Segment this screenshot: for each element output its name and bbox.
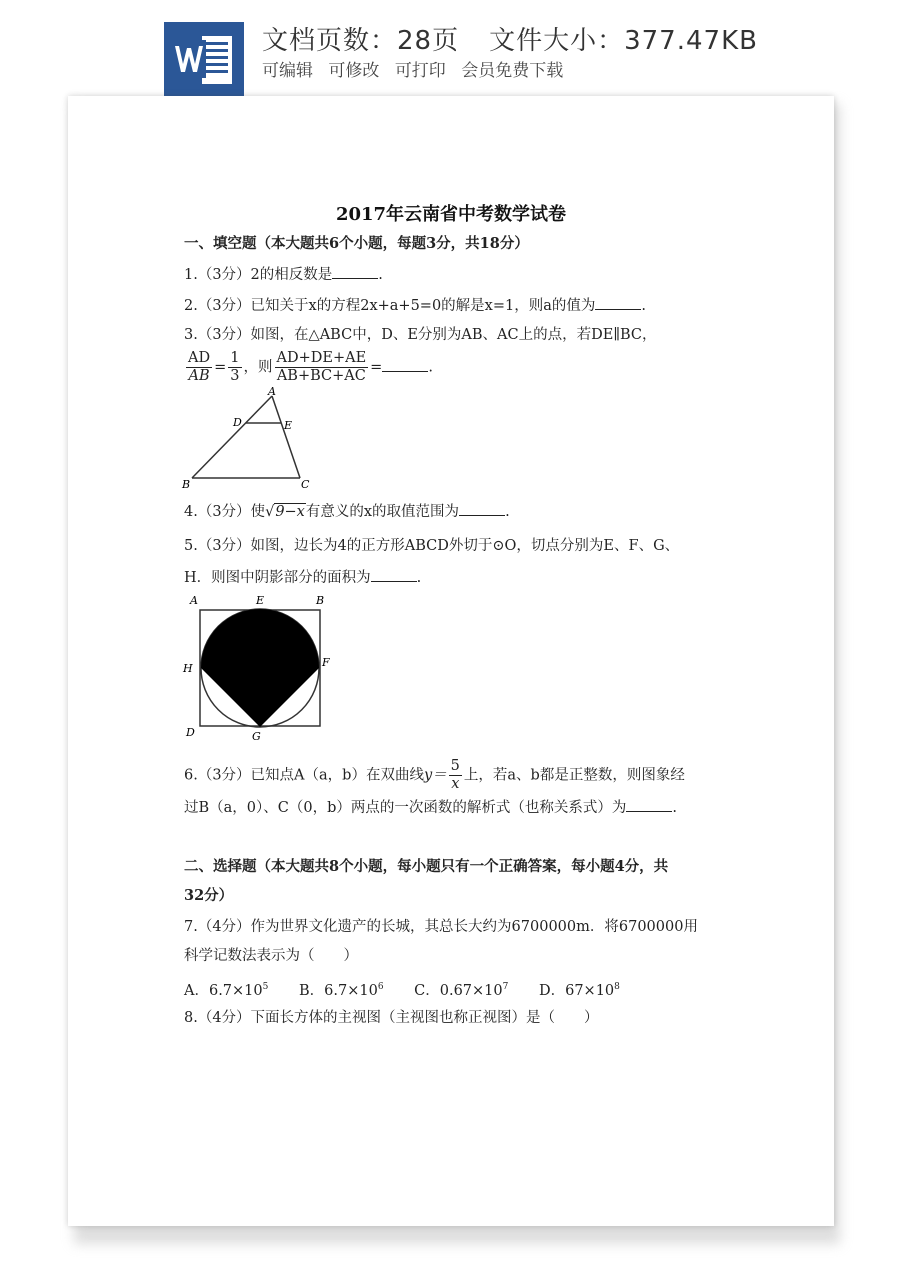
answer-blank [626,797,672,812]
section-heading-1: 一、填空题（本大题共6个小题，每题3分，共18分） [184,235,529,252]
frac-num: AD [188,350,211,366]
feature-editable: 可编辑 [262,61,313,81]
fraction-ad-ab [186,350,212,385]
question-4-text: 4.（3分）使 [184,504,266,520]
question-7-line1: 7.（4分）作为世界文化遗产的长城，其总长大约为6700000m．将6700000用 [184,919,698,935]
option-d-exp: 8 [614,982,620,992]
period: . [428,359,433,376]
frac-den: x [451,776,460,792]
period: . [378,267,383,283]
answer-blank [459,501,505,516]
label-d: D [186,726,195,739]
file-size: 文件大小：377.47KB [489,26,758,56]
question-1 [184,264,383,285]
label-h: H [183,662,193,675]
label-d: D [233,416,242,429]
option-a-label: A．6.7×10 [184,982,263,999]
option-d [539,983,620,999]
frac-num: 5 [450,758,460,774]
option-d-label: D．67×10 [538,982,615,999]
word-document-icon [164,22,244,96]
question-3-line2: $\frac{AD}{AB}$ = $\frac{1}{3}$ ，则 $\frac{AD+DE+AE}{AB+BC+AC}$ = . [188,350,433,384]
answer-blank [332,264,378,279]
option-a [184,983,268,999]
period: . [505,504,510,520]
option-a-exp: 5 [262,982,269,992]
question-2 [184,295,646,316]
question-4: 4.（3分）使√9−x有意义的x的取值范围为 . [184,501,510,522]
question-1-text: 1.（3分）2的相反数是 [184,267,333,283]
question-8: 8.（4分）下面长方体的主视图（主视图也称正视图）是（ ） [184,1010,599,1026]
answer-blank [595,295,641,310]
label-a: A [268,386,276,398]
frac-den: AB [188,368,210,384]
question-2-text: 2.（3分）已知关于x的方程2x+a+5=0的解是x=1，则a的值为 [184,298,596,314]
question-6-line2 [184,797,677,818]
fraction-one-third [228,350,241,385]
question-5-text: H．则图中阴影部分的面积为 [184,570,371,586]
label-a: A [190,594,198,607]
option-c-exp: 7 [502,982,509,992]
question-3-line1: 3.（3分）如图，在△ABC中，D、E分别为AB、AC上的点，若DE∥BC， [184,327,657,343]
download-banner [0,0,900,96]
label-e: E [284,419,293,432]
document-page [68,96,834,1226]
period: . [416,570,422,586]
frac-den: AB+BC+AC [276,368,366,384]
square-circle-figure [180,594,330,746]
option-b [299,983,384,999]
section-heading-2-cont: 32分） [184,887,234,904]
feature-printable: 可打印 [394,61,446,81]
question-5-line2 [184,567,421,588]
text-then: ，则 [243,359,273,376]
option-c-label: C．0.67×10 [414,982,503,999]
frac-num: 1 [230,350,240,366]
label-g: G [252,730,261,743]
feature-member-download[interactable]: 会员免费下载 [461,61,564,81]
triangle-figure [180,386,320,492]
question-5-line1: 5.（3分）如图，边长为4的正方形ABCD外切于⊙O，切点分别为E、F、G、 [184,538,680,554]
option-c [414,983,508,999]
hyperbola-lhs: y＝ [423,767,447,784]
fraction-5-over-x [449,758,462,793]
question-6-text: 6.（3分）已知点A（a，b）在双曲线 [184,767,424,784]
exam-title: 2017年云南省中考数学试卷 [335,204,567,225]
label-e: E [256,594,265,607]
file-info [262,20,788,57]
question-7-line2: 科学记数法表示为（ ） [184,948,358,964]
period: . [641,298,646,314]
feature-modifiable: 可修改 [328,61,380,81]
answer-blank [371,567,417,582]
label-b: B [316,594,325,607]
feature-list [262,56,573,81]
question-6-text-2: 上，若a、b都是正整数，则图象经 [463,767,685,784]
frac-den: 3 [230,368,240,384]
sqrt-expression: 9−x [275,504,305,520]
frac-num: AD+DE+AE [276,350,367,366]
question-6-line1 [184,758,685,793]
fraction-perimeters [275,350,369,385]
label-f: F [322,656,330,669]
option-b-exp: 6 [377,982,384,992]
option-b-label: B．6.7×10 [298,982,378,999]
label-b: B [182,478,191,491]
question-4-text-2: 有意义的x的取值范围为 [305,504,460,520]
question-7-options [184,977,620,1001]
question-6-text-3: 过B（a，0）、C（0，b）两点的一次函数的解析式（也称关系式）为 [184,800,627,816]
answer-blank [382,357,428,372]
label-c: C [301,478,310,491]
period: . [672,800,677,816]
page-count: 文档页数：28页 [262,26,460,56]
section-heading-2: 二、选择题（本大题共8个小题，每小题只有一个正确答案，每小题4分，共 [184,858,669,875]
